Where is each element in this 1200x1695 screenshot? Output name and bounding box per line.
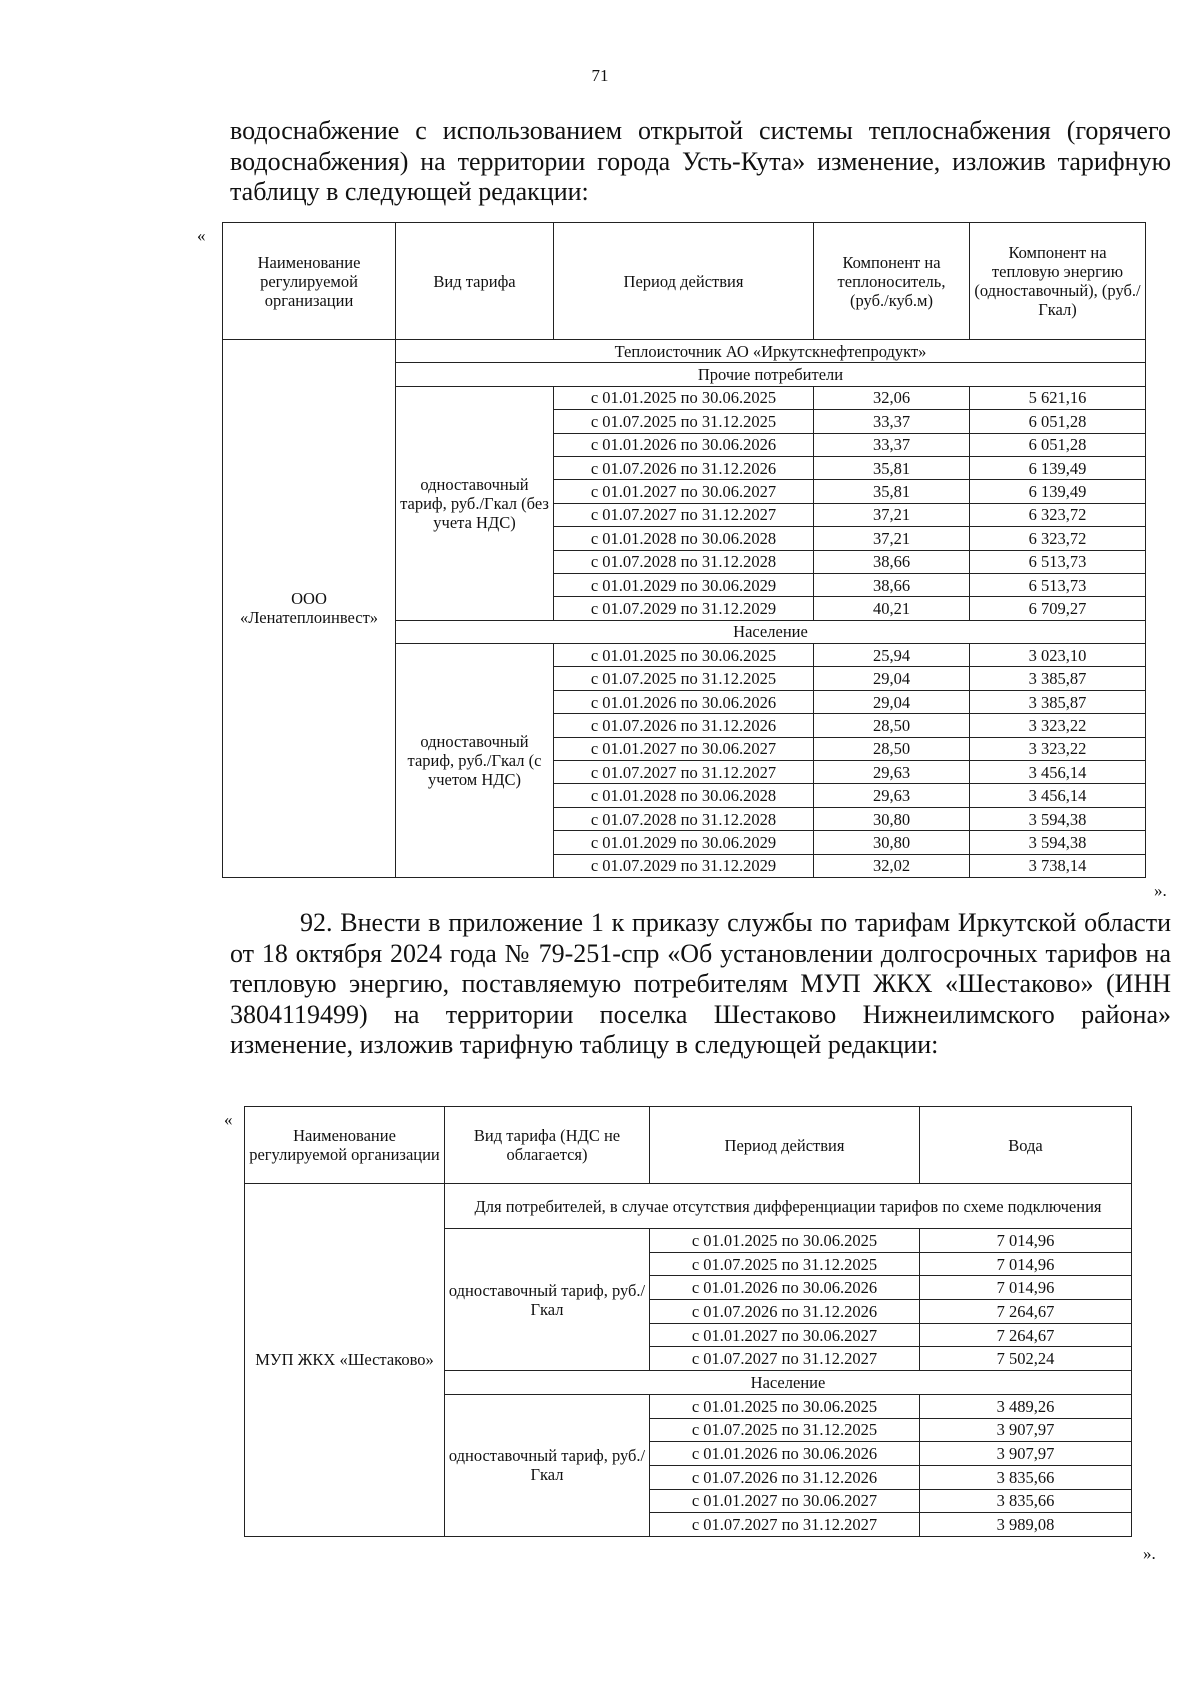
energy-value-cell: 3 456,14 (970, 761, 1146, 784)
header-organization: Наименование регулируемой организации (223, 223, 396, 340)
carrier-value-cell: 29,63 (814, 784, 970, 807)
water-value-cell: 3 907,97 (920, 1418, 1132, 1442)
energy-value-cell: 6 139,49 (970, 456, 1146, 479)
water-value-cell: 3 835,66 (920, 1465, 1132, 1489)
period-cell: с 01.01.2025 по 30.06.2025 (554, 386, 814, 409)
tariff-table-lenateploinvest (222, 222, 1146, 878)
header-tariff-type: Вид тарифа (НДС не облагается) (445, 1107, 650, 1184)
period-cell: с 01.07.2026 по 31.12.2026 (554, 456, 814, 479)
period-cell: с 01.07.2029 по 31.12.2029 (554, 854, 814, 877)
period-cell: с 01.07.2025 по 31.12.2025 (554, 667, 814, 690)
period-cell: с 01.07.2025 по 31.12.2025 (650, 1252, 920, 1276)
period-cell: с 01.07.2026 по 31.12.2026 (554, 714, 814, 737)
header-organization: Наименование регулируемой организации (245, 1107, 445, 1184)
page-number: 71 (591, 66, 609, 85)
period-cell: с 01.07.2026 по 31.12.2026 (650, 1465, 920, 1489)
energy-value-cell: 3 456,14 (970, 784, 1146, 807)
period-cell: с 01.01.2026 по 30.06.2026 (650, 1442, 920, 1466)
period-cell: с 01.07.2027 по 31.12.2027 (650, 1347, 920, 1371)
carrier-value-cell: 38,66 (814, 550, 970, 573)
energy-value-cell: 6 323,72 (970, 527, 1146, 550)
header-tariff-type: Вид тарифа (396, 223, 554, 340)
period-cell: с 01.01.2026 по 30.06.2026 (650, 1276, 920, 1300)
energy-value-cell: 3 385,87 (970, 667, 1146, 690)
header-water: Вода (920, 1107, 1132, 1184)
carrier-value-cell: 29,04 (814, 690, 970, 713)
energy-value-cell: 6 139,49 (970, 480, 1146, 503)
energy-value-cell: 6 513,73 (970, 573, 1146, 596)
intro-paragraph: водоснабжение с использованием открытой системы теплоснабжения (горячего водоснабжения) на территории города Усть-Кута» изменение, изложив тарифную таблицу в следующей редакции: (230, 116, 1171, 206)
water-value-cell: 7 014,96 (920, 1276, 1132, 1300)
period-cell: с 01.01.2027 по 30.06.2027 (650, 1489, 920, 1513)
item-92-paragraph: 92. Внести в приложение 1 к приказу службы по тарифам Иркутской области от 18 октября 2024 года № 79-251-спр «Об установлении долгосрочных тарифов на тепловую энергию, поставляемую потребителям МУП ЖКХ «Шестаково» (ИНН 3804119499) на территории поселка Шестаково Нижнеилимского района» изменение, изложив тарифную таблицу в следующей редакции: (230, 908, 1171, 1059)
carrier-value-cell: 37,21 (814, 527, 970, 550)
header-period: Период действия (650, 1107, 920, 1184)
water-value-cell: 3 907,97 (920, 1442, 1132, 1466)
tariff-type-cell: одноставочный тариф, руб./Гкал (с учетом НДС) (396, 644, 554, 878)
period-cell: с 01.01.2025 по 30.06.2025 (554, 644, 814, 667)
energy-value-cell: 3 738,14 (970, 854, 1146, 877)
carrier-value-cell: 28,50 (814, 737, 970, 760)
energy-value-cell: 6 051,28 (970, 433, 1146, 456)
water-value-cell: 7 502,24 (920, 1347, 1132, 1371)
energy-value-cell: 3 323,22 (970, 737, 1146, 760)
water-value-cell: 7 014,96 (920, 1252, 1132, 1276)
period-cell: с 01.07.2026 по 31.12.2026 (650, 1300, 920, 1324)
group-title-cell: Население (396, 620, 1146, 643)
carrier-value-cell: 28,50 (814, 714, 970, 737)
energy-value-cell: 5 621,16 (970, 386, 1146, 409)
carrier-value-cell: 40,21 (814, 597, 970, 620)
table1-close-quote: ». (1154, 881, 1167, 900)
table2-open-quote: « (224, 1110, 233, 1129)
energy-value-cell: 3 023,10 (970, 644, 1146, 667)
carrier-value-cell: 35,81 (814, 480, 970, 503)
energy-value-cell: 6 323,72 (970, 503, 1146, 526)
energy-value-cell: 3 594,38 (970, 807, 1146, 830)
carrier-value-cell: 25,94 (814, 644, 970, 667)
energy-value-cell: 3 385,87 (970, 690, 1146, 713)
period-cell: с 01.07.2029 по 31.12.2029 (554, 597, 814, 620)
period-cell: с 01.01.2029 по 30.06.2029 (554, 573, 814, 596)
carrier-value-cell: 37,21 (814, 503, 970, 526)
group-title-cell: Для потребителей, в случае отсутствия дифференциации тарифов по схеме подключения (445, 1184, 1132, 1229)
energy-value-cell: 6 513,73 (970, 550, 1146, 573)
header-carrier-component: Компонент на теплоноситель, (руб./куб.м) (814, 223, 970, 340)
period-cell: с 01.07.2028 по 31.12.2028 (554, 550, 814, 573)
period-cell: с 01.01.2025 по 30.06.2025 (650, 1229, 920, 1253)
tariff-type-cell: одноставочный тариф, руб./Гкал (445, 1394, 650, 1536)
water-value-cell: 3 489,26 (920, 1394, 1132, 1418)
carrier-value-cell: 29,04 (814, 667, 970, 690)
energy-value-cell: 6 051,28 (970, 410, 1146, 433)
group-title-row (245, 1184, 1132, 1229)
period-cell: с 01.07.2028 по 31.12.2028 (554, 807, 814, 830)
source-row (223, 340, 1146, 363)
organization-cell: МУП ЖКХ «Шестаково» (245, 1184, 445, 1537)
period-cell: с 01.01.2028 по 30.06.2028 (554, 784, 814, 807)
header-energy-component: Компонент на тепловую энергию (одноставочный), (руб./Гкал) (970, 223, 1146, 340)
carrier-value-cell: 32,06 (814, 386, 970, 409)
group-title-cell: Население (445, 1371, 1132, 1395)
period-cell: с 01.01.2025 по 30.06.2025 (650, 1394, 920, 1418)
water-value-cell: 3 835,66 (920, 1489, 1132, 1513)
period-cell: с 01.07.2027 по 31.12.2027 (554, 503, 814, 526)
carrier-value-cell: 32,02 (814, 854, 970, 877)
energy-value-cell: 3 323,22 (970, 714, 1146, 737)
carrier-value-cell: 29,63 (814, 761, 970, 784)
tariff-type-cell: одноставочный тариф, руб./Гкал (без учета НДС) (396, 386, 554, 620)
period-cell: с 01.01.2027 по 30.06.2027 (554, 737, 814, 760)
table2-close-quote: ». (1143, 1544, 1156, 1563)
period-cell: с 01.07.2025 по 31.12.2025 (650, 1418, 920, 1442)
table1-open-quote: « (197, 226, 206, 245)
header-period: Период действия (554, 223, 814, 340)
period-cell: с 01.01.2026 по 30.06.2026 (554, 690, 814, 713)
carrier-value-cell: 33,37 (814, 410, 970, 433)
energy-value-cell: 3 594,38 (970, 831, 1146, 854)
water-value-cell: 3 989,08 (920, 1513, 1132, 1537)
water-value-cell: 7 264,67 (920, 1300, 1132, 1324)
water-value-cell: 7 264,67 (920, 1323, 1132, 1347)
tariff-table-shestakovo (244, 1106, 1132, 1537)
tariff-type-cell: одноставочный тариф, руб./Гкал (445, 1229, 650, 1371)
carrier-value-cell: 33,37 (814, 433, 970, 456)
period-cell: с 01.07.2025 по 31.12.2025 (554, 410, 814, 433)
water-value-cell: 7 014,96 (920, 1229, 1132, 1253)
carrier-value-cell: 30,80 (814, 831, 970, 854)
period-cell: с 01.01.2027 по 30.06.2027 (554, 480, 814, 503)
group-title-cell: Прочие потребители (396, 363, 1146, 386)
period-cell: с 01.01.2028 по 30.06.2028 (554, 527, 814, 550)
period-cell: с 01.07.2027 по 31.12.2027 (554, 761, 814, 784)
source-cell: Теплоисточник АО «Иркутскнефтепродукт» (396, 340, 1146, 363)
period-cell: с 01.01.2026 по 30.06.2026 (554, 433, 814, 456)
period-cell: с 01.01.2027 по 30.06.2027 (650, 1323, 920, 1347)
period-cell: с 01.01.2029 по 30.06.2029 (554, 831, 814, 854)
energy-value-cell: 6 709,27 (970, 597, 1146, 620)
carrier-value-cell: 35,81 (814, 456, 970, 479)
carrier-value-cell: 38,66 (814, 573, 970, 596)
organization-cell: ООО «Ленатеплоинвест» (223, 340, 396, 878)
period-cell: с 01.07.2027 по 31.12.2027 (650, 1513, 920, 1537)
carrier-value-cell: 30,80 (814, 807, 970, 830)
